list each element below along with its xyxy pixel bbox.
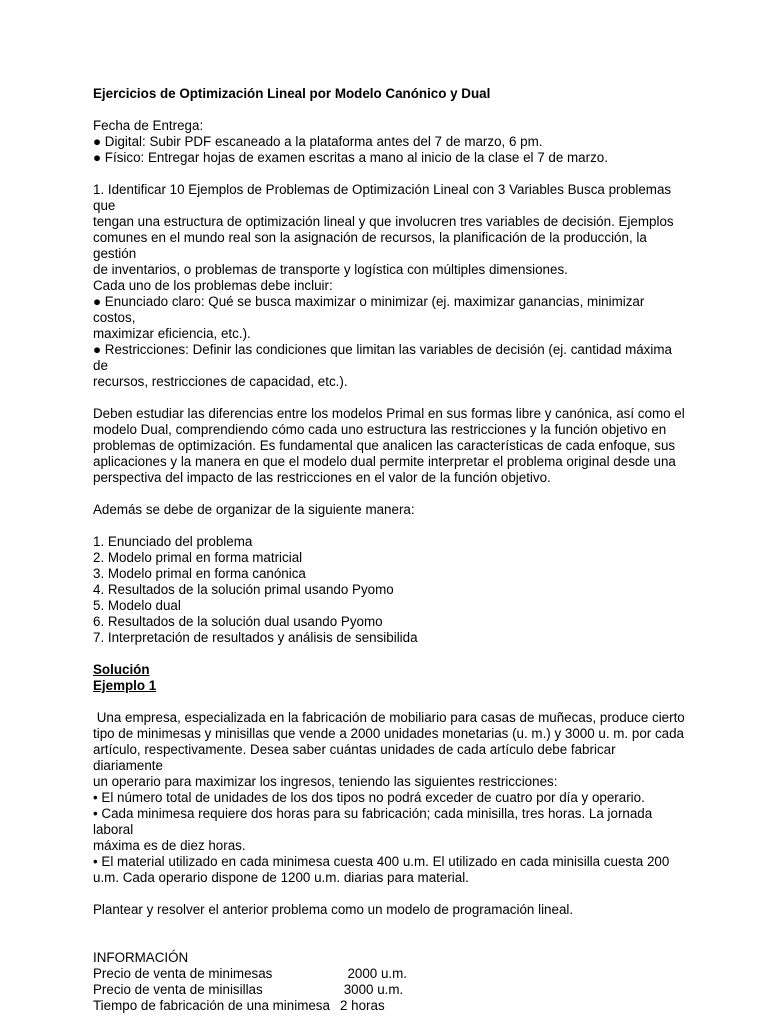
study-line: perspectiva del impacto de las restricciones en el valor de la función objetivo.: [93, 470, 551, 485]
info-row: [93, 982, 685, 998]
delivery-item-digital: ● Digital: Subir PDF escaneado a la plataforma antes del 7 de marzo, 6 pm.: [93, 134, 543, 149]
task-line: 1. Identificar 10 Ejemplos de Problemas de Optimización Lineal con 3 Variables Busca problemas que: [93, 182, 672, 213]
task-line: comunes en el mundo real son la asignación de recursos, la planificación de la producción, la gestión: [93, 230, 647, 261]
document-title: Ejercicios de Optimización Lineal por Modelo Canónico y Dual: [93, 86, 491, 101]
problem-line: máxima es de diez horas.: [93, 838, 246, 853]
study-line: Deben estudiar las diferencias entre los modelos Primal en sus formas libre y canónica, así como el: [93, 406, 685, 421]
problem-line: artículo, respectivamente. Desea saber cuántas unidades de cada artículo debe fabricar diariamente: [93, 742, 616, 773]
study-paragraph: [93, 406, 685, 486]
info-value: 2 horas: [340, 998, 385, 1013]
problem-line: un operario para maximizar los ingresos, teniendo las siguientes restricciones:: [93, 774, 558, 789]
problem-line: • El material utilizado en cada minimesa cuesta 400 u.m. El utilizado en cada minisilla cuesta 200: [93, 854, 670, 869]
list-item: 6. Resultados de la solución dual usando Pyomo: [93, 614, 383, 629]
study-line: modelo Dual, comprendiendo cómo cada uno estructura las restricciones y la función objetivo en: [93, 422, 667, 437]
info-row: [93, 998, 685, 1014]
problem-paragraph: [93, 710, 685, 886]
problem-line: Una empresa, especializada en la fabricación de mobiliario para casas de muñecas, produce cierto: [93, 710, 685, 725]
task-line: recursos, restricciones de capacidad, etc.).: [93, 374, 348, 389]
info-value: 3000 u.m.: [340, 982, 404, 997]
example-heading: Ejemplo 1: [93, 678, 157, 693]
list-item: 7. Interpretación de resultados y análisis de sensibilida: [93, 630, 418, 645]
problem-line: tipo de minimesas y minisillas que vende a 2000 unidades monetarias (u. m.) y 3000 u. m. por cada: [93, 726, 684, 741]
info-row: [93, 966, 685, 982]
delivery-item-physical: ● Físico: Entregar hojas de examen escritas a mano al inicio de la clase el 7 de marzo.: [93, 150, 608, 165]
task-line: tengan una estructura de optimización lineal y que involucren tres variables de decisión. Ejemplos: [93, 214, 674, 229]
info-table: [93, 966, 685, 1014]
organize-intro: Además se debe de organizar de la siguiente manera:: [93, 502, 415, 517]
list-item: 2. Modelo primal en forma matricial: [93, 550, 303, 565]
info-value: 2000 u.m.: [340, 966, 407, 981]
study-line: aplicaciones y la manera en que el modelo dual permite interpretar el problema original desde una: [93, 454, 676, 469]
info-label: Precio de venta de minisillas: [93, 982, 263, 997]
task-line: maximizar eficiencia, etc.).: [93, 326, 251, 341]
task-line: ● Restricciones: Definir las condiciones que limitan las variables de decisión (ej. cantidad máxima de: [93, 342, 672, 373]
task-line: Cada uno de los problemas debe incluir:: [93, 278, 333, 293]
list-item: 5. Modelo dual: [93, 598, 181, 613]
task-line: de inventarios, o problemas de transporte y logística con múltiples dimensiones.: [93, 262, 568, 277]
study-line: problemas de optimización. Es fundamental que analicen las características de cada enfoque, sus: [93, 438, 676, 453]
info-heading: INFORMACIÓN: [93, 950, 189, 965]
problem-instruction: Plantear y resolver el anterior problema como un modelo de programación lineal.: [93, 902, 574, 917]
list-item: 4. Resultados de la solución primal usando Pyomo: [93, 582, 394, 597]
delivery-date-label: Fecha de Entrega:: [93, 118, 204, 133]
task-paragraph: [93, 182, 685, 390]
organize-list: [93, 534, 685, 646]
list-item: 1. Enunciado del problema: [93, 534, 253, 549]
list-item: 3. Modelo primal en forma canónica: [93, 566, 306, 581]
problem-line: u.m. Cada operario dispone de 1200 u.m. diarias para material.: [93, 870, 469, 885]
problem-line: • El número total de unidades de los dos tipos no podrá exceder de cuatro por día y operario.: [93, 790, 645, 805]
solution-heading: Solución: [93, 662, 150, 677]
info-label: Tiempo de fabricación de una minimesa: [93, 998, 330, 1013]
document-content: [93, 86, 685, 1014]
info-label: Precio de venta de minimesas: [93, 966, 273, 981]
task-line: ● Enunciado claro: Qué se busca maximizar o minimizar (ej. maximizar ganancias, minimizar costos,: [93, 294, 645, 325]
problem-line: • Cada minimesa requiere dos horas para su fabricación; cada minisilla, tres horas. La jornada laboral: [93, 806, 653, 837]
